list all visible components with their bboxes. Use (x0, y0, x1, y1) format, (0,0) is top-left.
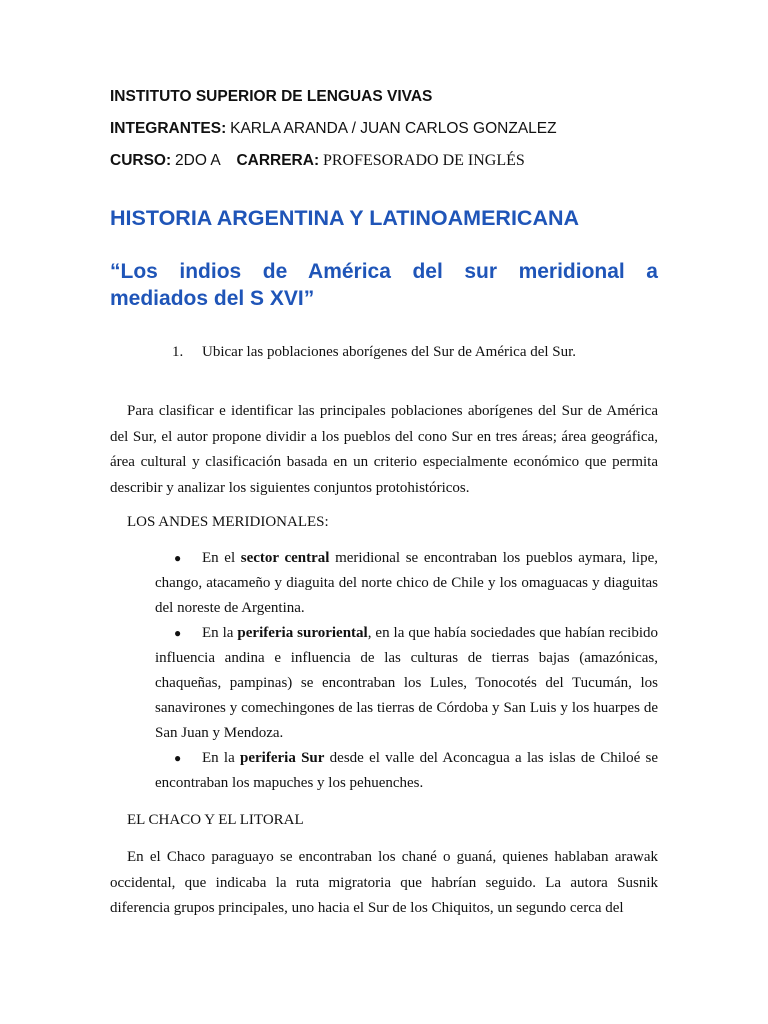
topic-title-line2: mediados del S XVI” (110, 287, 315, 310)
bullet-dot-icon: ● (174, 751, 182, 765)
chaco-paragraph: En el Chaco paraguayo se encontraban los chané o guaná, quienes hablaban arawak occidental, que indicaba la ruta migratoria que habrían seguido. La autora Susnik diferencia grupos principales, uno hacia el Sur de los Chiquitos, un segundo cerca del (110, 849, 658, 916)
section-heading-chaco: EL CHACO Y EL LITORAL (127, 812, 304, 828)
intro-paragraph: Para clasificar e identificar las principales poblaciones aborígenes del Sur de América del Sur, el autor propone dividir a los pueblos del cono Sur en tres áreas; área geográfica, área cultural y clasificación basada en un criterio especialmente económico que permita describir y analizar los siguientes conjuntos protohistóricos. (110, 403, 658, 496)
members-label: INTEGRANTES: (110, 120, 227, 137)
list-item: ● En el sector central meridional se encontraban los pueblos aymara, lipe, chango, atacameño y diaguita del norte chico de Chile y los omaguacas y diaguitas del noreste de Argentina. (155, 546, 658, 621)
course-value: 2DO A (175, 152, 221, 169)
institute-name: INSTITUTO SUPERIOR DE LENGUAS VIVAS (110, 88, 433, 105)
course-line (110, 152, 525, 170)
career-label: CARRERA: (236, 152, 320, 169)
task-text: Ubicar las poblaciones aborígenes del Sur de América del Sur. (202, 344, 577, 360)
section-heading-andes: LOS ANDES MERIDIONALES: (127, 514, 329, 530)
bullet-dot-icon: ● (174, 551, 182, 565)
bullet-list-andes (155, 546, 658, 796)
bullet-dot-icon: ● (174, 626, 182, 640)
list-item: ● En la periferia Sur desde el valle del Aconcagua a las islas de Chiloé se encontraban los mapuches y los pehuenches. (155, 746, 658, 796)
task-number: 1. (172, 344, 184, 360)
topic-title (110, 258, 658, 312)
task-item (172, 340, 576, 366)
career-value: PROFESORADO DE INGLÉS (322, 152, 525, 169)
members-value: KARLA ARANDA / JUAN CARLOS GONZALEZ (230, 120, 557, 137)
list-item: ● En la periferia suroriental, en la que había sociedades que habían recibido influencia andina e influencia de las culturas de tierras bajas (amazónicas, chaqueñas, pampinas) se encontraban los Lules, Tonocotés del Tucumán, los sanavirones y comechingones de las tierras de Córdoba y San Luis y los huarpes de San Juan y Mendoza. (155, 621, 658, 746)
topic-title-line1: “Los indios de América del sur meridional a (110, 260, 658, 283)
subject-title: HISTORIA ARGENTINA Y LATINOAMERICANA (110, 206, 580, 230)
members-line (110, 120, 557, 138)
course-label: CURSO: (110, 152, 172, 169)
